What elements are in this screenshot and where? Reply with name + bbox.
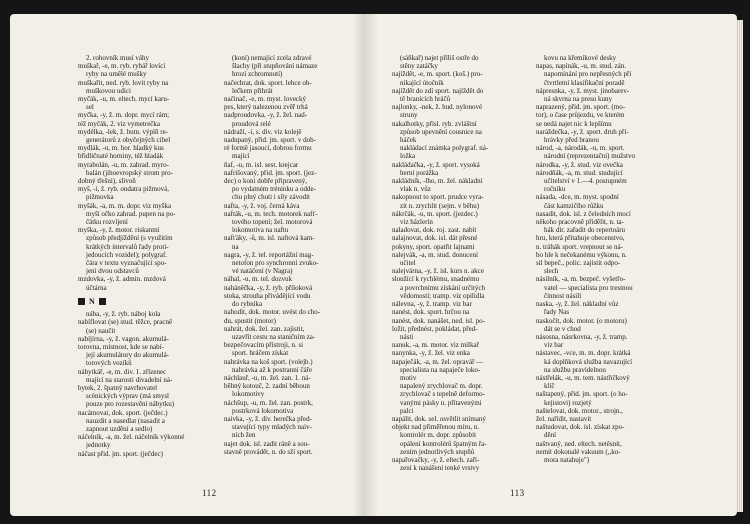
dictionary-line: nanést, dok. sport. hrčou na <box>392 308 470 317</box>
dictionary-line: tor), o čase průjezdu, ve kterém <box>536 111 625 120</box>
dictionary-line: zrychlovač s tepelně deformo- <box>400 390 485 399</box>
dictionary-line: náhal, -u, m. tel. dozvuk <box>224 275 293 284</box>
dictionary-line: zení k nanášení tenké vrstvy <box>400 464 480 473</box>
dictionary-line: nauzdit a nasedlat (nasadit a <box>86 416 165 425</box>
dictionary-line: n. tráhák sport. vrepnout se ná- <box>536 242 623 251</box>
dictionary-line: do rybníka <box>232 300 263 309</box>
dictionary-line: nalajnovat, dok. isl. dát přesné <box>392 234 478 243</box>
dictionary-line: nabíjírna, -y, ž. vagon. akumulá- <box>78 334 169 343</box>
dictionary-line: nakládník, -lho, m. žel. nákladní <box>392 177 483 186</box>
dictionary-line: náchšup, -u, m. žel. zan. postrk, <box>224 398 313 407</box>
right-column-2 <box>536 54 635 464</box>
dictionary-line: naštelovat, dok. motor., strojn., <box>536 406 623 415</box>
dictionary-line: naráždečka, -y, ž. sport. druh pří- <box>536 127 629 136</box>
dictionary-line: nasadit, dok. isl. z čeledních mocí <box>536 209 631 218</box>
dictionary-line: na <box>232 242 239 251</box>
dictionary-line: torovna, místnost, kde se nabí- <box>78 342 164 351</box>
dictionary-line: činnost násilí <box>544 291 582 300</box>
dictionary-line: načechrat, dok. sport. lehce ob- <box>224 78 312 87</box>
dictionary-line: násilník, -a, m. bezpeč. vyšetřo- <box>536 275 626 284</box>
dictionary-line: viz bar <box>544 341 564 350</box>
dictionary-line: nalejvák, -a, m. stud. donucení <box>392 250 478 259</box>
dictionary-line: myška, -y, ž. motor. riskantní <box>78 226 160 235</box>
dictionary-line: naháněčka, -y, ž. ryb. příloková <box>224 283 313 292</box>
dictionary-line: nahrávka až k postranní čáře <box>232 365 313 374</box>
dictionary-line: scénických výprav (má smysl <box>86 392 170 401</box>
dictionary-line: lečkem přihrát <box>232 86 273 95</box>
dictionary-line: myrabolán, -u, m. zahrad. myro- <box>78 160 169 169</box>
dictionary-line: napomínání pro nepřesných při <box>544 70 632 79</box>
dictionary-line: napaječák, -a, m. žel. opravář — <box>392 357 484 366</box>
dictionary-line: a povrchnímu získání určitých <box>400 283 485 292</box>
dictionary-line: šlachy (při stupňování námaze <box>232 62 318 71</box>
dictionary-line: sil bepeč., polic. zajistit odpo- <box>536 259 621 268</box>
left-page <box>10 14 365 516</box>
dictionary-line: mydlák, -u, m. hor. hladký kus <box>78 144 164 153</box>
dictionary-line: lokomotivy <box>232 390 265 399</box>
dictionary-line: čátku rozvíjení <box>86 218 128 227</box>
dictionary-line: specialista na napaječe loko- <box>400 365 481 374</box>
dictionary-line: krátkých intervalů řady proti- <box>86 242 169 251</box>
dictionary-line: pes, který nalezenou zvěř trhá <box>224 103 308 112</box>
dictionary-line: muškař, -e, m. ryb. rybář lovící <box>78 62 166 71</box>
dictionary-line: hru, která přitahuje obecenstvo, <box>536 234 625 243</box>
dictionary-line: nafták, -u, m. tech. motorek nafť- <box>224 209 318 218</box>
dictionary-line: stavující typy mladých naiv- <box>232 423 312 432</box>
dictionary-line: najíždět, -e, m. sport. (koš.) pro- <box>392 70 483 79</box>
dictionary-line: ré formě jasoucí, dobrou formu <box>224 144 312 153</box>
dictionary-line: myší očko zahrad. pupen na po- <box>86 209 176 218</box>
dictionary-line: vatel — specialista pro trestnou <box>544 283 633 292</box>
dictionary-line: kovu na křemíkové desky <box>544 54 617 62</box>
dictionary-line: struny <box>400 111 418 120</box>
dictionary-line: 2. rohovník musí váhy <box>86 54 149 62</box>
dictionary-line: naivka, -y, ž. div. herečka před- <box>224 414 312 423</box>
dictionary-line: vlak n. vůz <box>400 185 431 194</box>
dictionary-line: nabíflovat (se) stud. těžce, pracně <box>78 318 173 327</box>
dictionary-line: najíždět do zdí sport. najíždět do <box>392 86 484 95</box>
dictionary-line: mající na starosti divadelní ná- <box>86 375 173 384</box>
dictionary-line: hrávky před branou <box>544 136 599 145</box>
dictionary-line: nafta, -y, ž. voj. černá káva <box>224 201 300 210</box>
dictionary-line: opálení kontrolérů špatným řa- <box>400 439 487 448</box>
dictionary-line: pouze pro rozestavění nábytku) <box>86 400 175 409</box>
dictionary-line: du, spustit (motor) <box>224 316 276 325</box>
dictionary-line: naštudovat, dok. isl. získat zpo- <box>536 423 625 432</box>
dictionary-line: nahodit, dok. motor. uvést do cho- <box>224 308 321 317</box>
dictionary-line: nakopnout to sport. prudce vyra- <box>392 193 484 202</box>
dictionary-line: mzdovka, -y, ž. admin. mzdová <box>78 275 166 284</box>
dictionary-line: nábytkář, -e, m. div. 1. zřízenec <box>78 367 167 376</box>
dictionary-line: zením jednotlivých stupňů <box>400 447 475 456</box>
right-page <box>365 14 737 516</box>
dictionary-line: naštvaný, ned. eltech. netěsnit, <box>536 439 622 448</box>
left-column-2 <box>224 54 320 456</box>
dictionary-line: vanými pásky n. přítavenými <box>400 398 482 407</box>
dictionary-line: její akumulátory do akumulá- <box>86 351 170 360</box>
dictionary-line: háček <box>400 136 417 145</box>
dictionary-line: naladovat, dok. roj. zast. nabít <box>392 226 477 235</box>
dictionary-line: čára v textu vyznačující spo- <box>86 259 167 268</box>
dictionary-line: najlonky, -nek, ž. hud. nylonové <box>392 103 483 112</box>
dictionary-line: palci <box>400 406 414 415</box>
dictionary-line: uzavřít cestu na staničním za- <box>232 332 316 341</box>
dictionary-line: napalený zrychlovač m. dopr. <box>400 382 483 391</box>
dictionary-line: nagra, -y, ž. tel. reportážní mag- <box>224 250 314 259</box>
dictionary-line: národní (reprezentační) mužstvo <box>544 152 635 161</box>
dictionary-line: stoka, strouha přivádějící vodu <box>224 291 311 300</box>
dictionary-line: mora natahuje") <box>544 455 590 464</box>
dictionary-line: nába, -y, ž. ryb. náboj kola <box>86 310 161 319</box>
dictionary-line: účtárna <box>86 283 107 292</box>
dictionary-line: bo hle k nečekanému výkonu, n. <box>536 250 627 259</box>
square-icon <box>99 298 106 305</box>
dictionary-line: nalejvárna, -y, ž. isl. kurs n. akce <box>392 267 484 276</box>
dictionary-line: sel <box>86 103 94 112</box>
dictionary-line: objekt nad přiměřenou míru, n. <box>392 423 480 432</box>
dictionary-line: nafťáky, -ů, m. isl. naftová kam- <box>224 234 315 243</box>
dictionary-line: nákrčák, -u, m. sport. (jezdec.) <box>392 209 478 218</box>
dictionary-line: nikající útočník <box>400 78 444 87</box>
dictionary-line: muškařit, ned. ryb. lovit ryby na <box>78 78 169 87</box>
dictionary-line: nafrišovaný, přid. jm. sport. (jez- <box>224 168 317 177</box>
dictionary-line: ních žen <box>232 431 256 440</box>
square-icon <box>78 298 85 305</box>
dictionary-line: ná skvrna na presu kuny <box>544 95 613 104</box>
dictionary-line: někoho pracovně přidělit, n. ta- <box>536 218 624 227</box>
dictionary-line: (sáňkař) najet příliš ostře do <box>400 54 479 62</box>
dictionary-line: jednotky <box>86 441 111 450</box>
dictionary-line: netofon pro synchronní zvuko- <box>232 259 319 268</box>
dictionary-line: nanynka, -y, ž. žel. viz enka <box>392 349 470 358</box>
dictionary-line: mydélka, -lek, ž. hutn. výplň re- <box>78 127 169 136</box>
dictionary-line: ká doplňková služba navazující <box>544 357 633 366</box>
dictionary-line: nápresnka, -y, ž. myst. jinobarev- <box>536 86 630 95</box>
dictionary-line: též myčák, 2. viz vymetrečka <box>78 119 161 128</box>
dictionary-line: jení dvou odstavců <box>86 267 139 276</box>
dictionary-line: národka, -y, ž. stud. viz ovečka <box>536 160 623 169</box>
dictionary-line: tového topení; žel. motorová <box>232 218 313 227</box>
right-column-1 <box>392 54 488 472</box>
dictionary-line: naska, -y, ž. žel. nákladní vůz <box>536 300 619 309</box>
dictionary-line: jedoucích vozidel); polygraf. <box>86 250 168 259</box>
dictionary-line: násada, -dce, m. myst. spodní <box>536 193 619 202</box>
dictionary-line: ňaf, -u, m. isl. sest. krejcar <box>224 160 299 169</box>
dictionary-line: herní porážka <box>400 168 439 177</box>
dictionary-line: ložka <box>400 152 416 161</box>
dictionary-line: nádraží, -í, s. div. viz kolejě <box>224 127 302 136</box>
dictionary-line: náchlauř, -u, m. žel. zan. 1. ná- <box>224 373 311 382</box>
dictionary-line: se nedá najet nic k lepšímu <box>536 119 612 128</box>
dictionary-line: nahrávka na koš sport. (volejb.) <box>224 357 313 366</box>
dictionary-line: čtvrtletní klasifikační poradě <box>544 78 625 87</box>
dictionary-line: nahrát, dok. žel. zan. zajistit, <box>224 324 305 333</box>
dictionary-line: nanést, dok. nanášet, ned. isl. po- <box>392 316 485 325</box>
dictionary-line: slech <box>544 267 559 276</box>
dictionary-line: učitelství v 1.—4. postupném <box>544 177 627 186</box>
dictionary-line: nálevna, -y, ž. tramp. viz bar <box>392 300 472 309</box>
dictionary-line: nakalhotky, přísl. ryb. zvláštní <box>392 119 477 128</box>
dictionary-line: ložit, přednést, pokládat, před- <box>392 324 478 333</box>
dictionary-line: bezpečovacím přístroji, n. si <box>224 341 304 350</box>
dictionary-line: myčák, -u, m. eltech. mycí karu- <box>78 95 170 104</box>
dictionary-line: kejistovi) rozjetý <box>544 398 592 407</box>
dictionary-line: učitel <box>400 259 416 268</box>
dictionary-line: řady Nas <box>544 308 570 317</box>
dictionary-line: muškovou udici <box>86 86 131 95</box>
dictionary-line: stěny zatáčky <box>400 62 438 71</box>
dictionary-line: nástavec, -vce, m. m. dopr. krátká <box>536 349 631 358</box>
dictionary-line: proudová relé <box>232 119 271 128</box>
dictionary-line: nacámovat, dok. sport. (ječdec.) <box>78 408 168 417</box>
dictionary-line: břidličnaté horniny, též hladák <box>78 152 164 161</box>
dictionary-line: sloužící k rychlému, snadnému <box>392 275 480 284</box>
dictionary-line: národňák, -a, m. stud. studující <box>536 168 623 177</box>
dictionary-line: pižmovka <box>86 193 114 202</box>
dictionary-line: násti <box>400 332 414 341</box>
dictionary-line: myčka, -y, ž. m. dopr. mycí rám; <box>78 111 170 120</box>
dictionary-line: myšák, -a, m. m. dopr. viz myška <box>78 201 172 210</box>
dictionary-line: národ, -a, národák, -u, m. sport. <box>536 144 625 153</box>
section-letter: N <box>89 296 95 306</box>
dictionary-line: nakládačka, -y, ž. sport. vysoká <box>392 160 480 169</box>
dictionary-line: dění <box>544 431 557 440</box>
dictionary-line: sport. hráčem získat <box>232 349 289 358</box>
dictionary-line: stavně provádět, n. do sží sport. <box>224 447 313 456</box>
dictionary-line: generátorů z obyčejných cihel <box>86 136 171 145</box>
dictionary-line: napálit, dok. sel. osvětlit snímaný <box>392 414 486 423</box>
dictionary-line: žel. nařídit, nastavit <box>536 414 592 423</box>
dictionary-line: (koní) nemající zcela zdravé <box>232 54 312 62</box>
dictionary-line: bytek, 2. špatný navrhovatel <box>78 383 158 392</box>
dictionary-line: část kamzičího růžku <box>544 201 604 210</box>
dictionary-line: napas, napínák, -u, m. stud. zán. <box>536 62 627 71</box>
dictionary-line: způsob předjíždění (s využitím <box>86 234 173 243</box>
dictionary-line: násosna, násrkovna, -y, ž. tramp. <box>536 332 628 341</box>
dictionary-line: náčelník, -a, m. žel. náčelník výkonné <box>78 433 185 442</box>
dictionary-line: náčast přid. jm. sport. (ječdec) <box>78 449 163 458</box>
dictionary-line: motiv <box>400 373 417 382</box>
page-edge <box>737 20 743 512</box>
dictionary-line: po vydatném tréninku a odde- <box>232 185 316 194</box>
dictionary-line: tě branících hráčů <box>400 95 451 104</box>
right-page-number: 113 <box>510 488 525 498</box>
left-column-1 <box>78 54 184 458</box>
dictionary-line: vědomostí; tramp. viz opilidla <box>400 291 485 300</box>
dictionary-line: chu plný chuti i síly závodit <box>232 193 310 202</box>
dictionary-line: klíč <box>544 382 555 391</box>
dictionary-line: naskočit, dok. motor. (o motoru) <box>536 316 627 325</box>
dictionary-line: lokomotiva na naftu <box>232 226 289 235</box>
dictionary-line: vé natáčení (v Nagra) <box>232 267 293 276</box>
dictionary-line: způsob upevnění cousnice na <box>400 127 482 136</box>
dictionary-line: nadproudovka, -y, ž. žel. nad- <box>224 111 308 120</box>
dictionary-line: hrozí zchromnutí) <box>232 70 283 79</box>
dictionary-line: napařovačky, -y, ž. eltech. zaří- <box>392 455 480 464</box>
dictionary-line: torových vozíků <box>86 359 132 368</box>
dictionary-line: zapnout uzdění a sedlo) <box>86 424 153 433</box>
section-header <box>78 298 184 306</box>
dictionary-line: nanuk, -a, m. motor. viz milkař <box>392 341 479 350</box>
dictionary-line: nemít dokonalé vakuum (,,ko- <box>536 447 621 456</box>
dictionary-line: nakládací známka polygraf. ná- <box>400 144 489 153</box>
dictionary-line: postrková lokomotiva <box>232 406 294 415</box>
dictionary-line: kontrolér m. dopr. způsobit <box>400 431 477 440</box>
dictionary-line: mající <box>232 152 250 161</box>
dictionary-line: myš, -i, ž. ryb. ondatra pižmová, <box>78 185 169 194</box>
dictionary-line: naprazený, přid. jm. sport. (mo- <box>536 103 626 112</box>
dictionary-line: najet dok. isl. zadit ráně a sou- <box>224 439 310 448</box>
dictionary-line: ryby na umělé mušky <box>86 70 147 79</box>
dictionary-line: ročníku <box>544 185 566 194</box>
left-page-number: 112 <box>202 488 217 498</box>
dictionary-line: dec) o koni dobře připravený, <box>224 177 307 186</box>
dictionary-line: nadupaný, přid. jm. sport. v dob- <box>224 136 316 145</box>
dictionary-line: zit n. zrychlit (sejm. v běhu) <box>400 201 480 210</box>
dictionary-line: dát se v chod <box>544 324 581 333</box>
dictionary-line: viz házlerín <box>400 218 433 227</box>
dictionary-line: naštapený, přid. jm. sport. (o ho- <box>536 390 628 399</box>
dictionary-line: nástřelák, -u, m. tem. nástřičkový <box>536 373 630 382</box>
dictionary-line: běhný kotouč, 2. zadní běhoun <box>224 382 310 391</box>
dictionary-line: dobný třešni), slivoň <box>78 177 136 186</box>
dictionary-line: (se) naučit <box>86 326 116 335</box>
dictionary-line: pokyny, sport. opatřit lajnami <box>392 242 475 251</box>
dictionary-line: balán (jihoevropský strom pro- <box>86 168 173 177</box>
dictionary-line: na službu pravidelnou <box>544 365 606 374</box>
dictionary-line: načinač, -e, m. myst. lovecký <box>224 95 307 104</box>
dictionary-line: hák dir. zařadit do repertoáru <box>544 226 626 235</box>
